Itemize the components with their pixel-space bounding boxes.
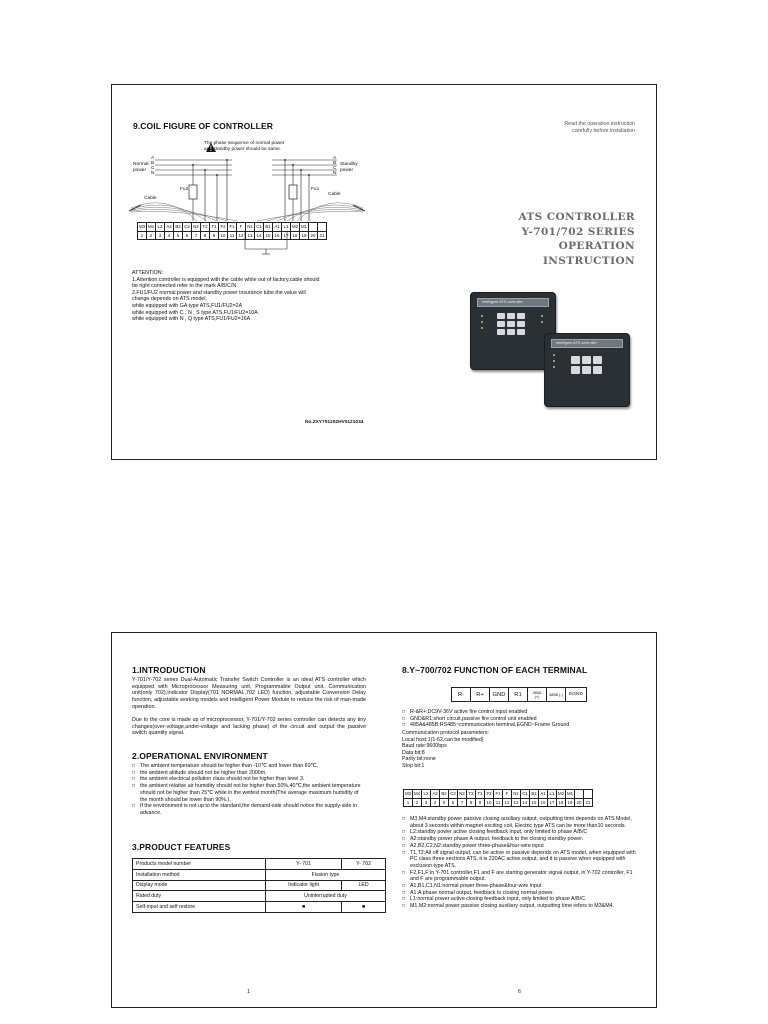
terminal-number-cell: 8 [467,798,476,807]
terminal-number-cell: 5 [440,798,449,807]
terminal-number-cell: 21 [584,798,593,807]
terminal-number-cell: 3 [422,798,431,807]
terminal-name-cell: A2 [166,224,172,230]
fu1-label: Fu1 [311,187,320,192]
terminal-name-cell: C2 [450,791,456,797]
product-features-table [132,858,386,913]
terminal-number-cell: 5 [174,231,183,240]
terminal-number-row [404,798,593,807]
terminal-number-cell: 11 [228,231,237,240]
terminal-number-cell: 16 [539,798,548,807]
list-item: □ F2,F1,F:in Y-701 controller,F1 and F are starting generator signal output, in Y-702 controller, F1 and F are programmable output. [402,870,642,883]
terminal-name-cell: T2 [202,224,208,230]
terminal-number-cell: 18 [557,798,566,807]
terminal-number-cell: 17 [548,798,557,807]
introduction-text: Y-701/Y-702 series Dual-Automatic Transfer Switch Controller is an ideal ATS controller which equipped with Microprocessor Measuring unit, Programmable Output unit, Communication unit(only 702),Indicator Display(701 NORMAL,702 LED) function, adjustable Conversion Delay function, adjustable working models and Intelligent Power Module to reduce the risk of man-made operation. [132,677,366,710]
list-item: □ M3,M4:standby power passive closing auxiliary output, outputting time depends on ATS Model, about 3 seconds within magnet exciting coil, Electric type ATS can be more than10 seconds. [402,816,642,829]
terminal-number-cell: 10 [485,798,494,807]
terminal-number-cell: 1 [138,231,147,240]
terminal-name-cell: B2 [441,791,447,797]
table-row: R- R+ GND R1 485A (+) 485B (-) EGND [452,688,587,702]
terminal-name-cell: N1 [513,791,519,797]
table-row: Rated duty Uninterrupted duty [133,891,386,902]
terminal-function-title: 8.Y~700/702 FUNCTION OF EACH TERMINAL [402,665,588,675]
terminal-number-cell: 12 [237,231,246,240]
terminal-name-cell: F1 [229,224,235,230]
terminal-description-list [402,816,642,910]
cover-title: ATS CONTROLLER Y-701/702 SERIES OPERATION INSTRUCTION [518,211,635,267]
environment-item: □ the ambient altitude should not be higher than 2000m. [132,770,366,777]
terminal-name-cell: B1 [265,224,271,230]
fu2-label: Fu2 [180,187,189,192]
terminal-name-cell: T1 [211,224,217,230]
terminal-number-cell: 8 [201,231,210,240]
terminal-name-cell [584,790,593,799]
terminal-name-cell: N2 [459,791,465,797]
terminal-name-cell: F1 [495,791,501,797]
list-item: □ A2:standby power phase A output, feedback to the closing standby power. [402,836,642,843]
terminal-name-cell: C2 [184,224,190,230]
environment-item: □ The ambient temperature should be higher than -10℃ and lower than 60℃. [132,763,366,770]
terminal-number-cell: 12 [503,798,512,807]
normal-phase-labels: A B C N [151,156,155,176]
terminal-name-cell: L2 [422,790,431,799]
terminal-name-cell: M1 [566,791,574,797]
terminal-strip [137,222,327,240]
table-row: Display mode Indicator light LED [133,880,386,891]
terminal-name-cell: M2 [557,791,565,797]
terminal-number-row [138,231,327,240]
attention-block [132,270,367,323]
list-item: □ T1,T2:All off signal output, can be active or passive depends on ATS model, when equipped with PC class three sections ATS, it is 220AC active output, and it is passive when equipped with exclusion type ATS. [402,850,642,870]
terminal-name-cell: N2 [193,224,199,230]
terminal-name-cell: L1 [282,223,291,232]
terminal-number-cell: 16 [273,231,282,240]
terminal-name-cell: F [503,790,512,799]
introduction-title: 1.INTRODUCTION [132,665,206,675]
terminal-name-cell: A2 [432,791,438,797]
terminal-number-cell: 2 [413,798,422,807]
terminal-number-cell: 13 [512,798,521,807]
rs485-function-list [402,709,642,729]
terminal-name-cell: C1 [256,224,262,230]
list-item: □ L2:standby power active closing feedback input, only limited to phase A/B/C [402,829,642,836]
terminal-name-cell [318,223,327,232]
controller-photo-front: Intelligent ATS controller [470,292,556,370]
terminal-number-cell: 4 [431,798,440,807]
terminal-number-cell: 9 [476,798,485,807]
terminal-name-cell: M2 [291,224,299,230]
terminal-name-cell: L1 [548,790,557,799]
terminal-name-cell: B1 [531,791,537,797]
terminal-name-cell: T1 [477,791,483,797]
standby-phase-labels: A B C N [333,156,337,176]
manual-spread-cover [111,84,657,460]
attention-line: change depends on ATS model. [132,296,207,303]
terminal-number-cell: 18 [291,231,300,240]
attention-line: while equipped with C , N , S type ATS,FU1/FU2=10A [132,309,258,316]
table-row: Products model number Y- 701 Y- 702 [133,859,386,870]
coil-figure-title: 9.COIL FIGURE OF CONTROLLER [133,121,273,131]
terminal-strip [403,789,593,807]
terminal-number-cell: 3 [156,231,165,240]
communication-parameters: Communication protocol parameters: Local host:1(1-62,can be modified) Baud rate:9600bps Data bit:8 Parity bit:none Stop bit:1 [402,730,489,769]
terminal-number-cell: 14 [521,798,530,807]
attention-line: 1.Attention:controller is equipped with the cable while out of factory,cable should [132,276,320,283]
terminal-name-row [404,790,593,799]
terminal-name-cell [309,223,318,232]
document-number: No.ZXY701202HV0121034 [305,420,364,425]
terminal-number-cell: 13 [246,231,255,240]
list-item: □ GND&R1:short circuit,passive fire control unit enabled [402,716,642,723]
terminal-name-cell: F2 [486,791,492,797]
rs485-terminal-table [451,687,587,702]
terminal-number-cell: 19 [566,798,575,807]
terminal-name-cell: B2 [175,224,181,230]
controller-photo-angled: Intelligent ATS controller [544,333,630,407]
terminal-name-cell: A1 [540,791,546,797]
terminal-number-cell: 17 [282,231,291,240]
environment-item: □ the ambient relative air humidity should not be higher than 50%,40℃,the ambient temperature should not be higher than 25℃ while in the wettest month(The average maximum humidity of the month should be lower than 90%.). [132,783,366,803]
terminal-name-cell: C1 [522,791,528,797]
page-number-right: 6 [518,989,521,995]
operational-environment-title: 2.OPERATIONAL ENVIRONMENT [132,751,268,761]
list-item: □ R-&R+:DC9V-36V active fire control input enabled [402,709,642,716]
terminal-name-cell: M4 [413,791,421,797]
terminal-number-cell: 6 [449,798,458,807]
attention-line: while equipped with GA type ATS,FU1/FU2=2A [132,302,243,309]
introduction-text-2: Due to the core is made up of microprocessor, Y-701/Y-702 series controller can detects any tiny changes(over-voltage,under-voltage and lacking phase) of the circuit and output the passive switch quantity signal. [132,717,366,737]
terminal-number-cell: 7 [458,798,467,807]
attention-line: be right connected refer to the mark A/B/C/N. [132,283,238,290]
terminal-name-cell [575,790,584,799]
terminal-name-cell: N1 [247,224,253,230]
terminal-number-cell: 11 [494,798,503,807]
list-item: □ A1:A phase normal output, feedback to closing normal power. [402,890,642,897]
terminal-number-cell: 9 [210,231,219,240]
cable-right-label: Cable [328,192,341,197]
terminal-number-cell: 15 [264,231,273,240]
terminal-number-cell: 20 [309,231,318,240]
terminal-name-cell: M3 [138,224,146,230]
terminal-name-cell: F [237,223,246,232]
list-item: □ A1,B1,C1,N1:normal power three-phase&four-wire input [402,883,642,890]
phase-warning-text: The phase sequence of normal power and standby power should be same. [204,141,285,152]
attention-title: ATTENTION: [132,270,164,276]
terminal-name-cell: A1 [274,224,280,230]
terminal-number-cell: 14 [255,231,264,240]
list-item: □ 485A&485B:RS485~communication terminal,EGND~Frame Ground [402,722,642,729]
terminal-name-cell: M4 [147,224,155,230]
terminal-name-row [138,223,327,232]
standby-power-label: Standby power [340,162,358,173]
manual-spread-pages-1-6 [111,632,657,1008]
terminal-name-cell: F2 [220,224,226,230]
terminal-name-cell: M3 [404,791,412,797]
read-instruction-note: Read the operation instruction carefully before installation [564,121,635,134]
terminal-number-cell: 1 [404,798,413,807]
terminal-number-cell: 21 [318,231,327,240]
terminal-number-cell: 2 [147,231,156,240]
list-item: □ L1:normal power active closing feedback input, only limited to phase A/B/C. [402,896,642,903]
terminal-number-cell: 6 [183,231,192,240]
product-features-title: 3.PRODUCT FEATURES [132,842,231,852]
list-item: □ M1,M2:normal power passive closing auxiliary output, outputting time refers to M3&M4. [402,903,642,910]
page-number-left: 1 [247,989,250,995]
normal-power-label: Normal power [133,162,149,173]
list-item: □ A2,B2,C2,N2:standby power three-phase&four-wire input [402,843,642,850]
attention-line: while equipped with N , Q type ATS,FU1/FU2=16A [132,316,251,323]
table-row: Installation method Fission type [133,869,386,880]
environment-list [132,763,366,817]
terminal-number-cell: 20 [575,798,584,807]
terminal-name-cell: T2 [468,791,474,797]
attention-line: 2.FU1/FU2 normal power and standby power insurance tube,the value will [132,289,306,296]
terminal-name-cell: L2 [156,223,165,232]
terminal-number-cell: 4 [165,231,174,240]
terminal-number-cell: 10 [219,231,228,240]
cable-left-label: Cable [144,196,157,201]
terminal-number-cell: 15 [530,798,539,807]
terminal-number-cell: 7 [192,231,201,240]
table-row: Self-input and self restore ■ ■ [133,902,386,913]
environment-item: □ the ambient electrical pollution class should not be higher than level 3. [132,776,366,783]
terminal-number-cell: 19 [300,231,309,240]
terminal-name-cell: M1 [300,224,308,230]
environment-item: □ If the environment is not up to the standard,the demand-side should notice the supply-side in advance. [132,803,366,816]
